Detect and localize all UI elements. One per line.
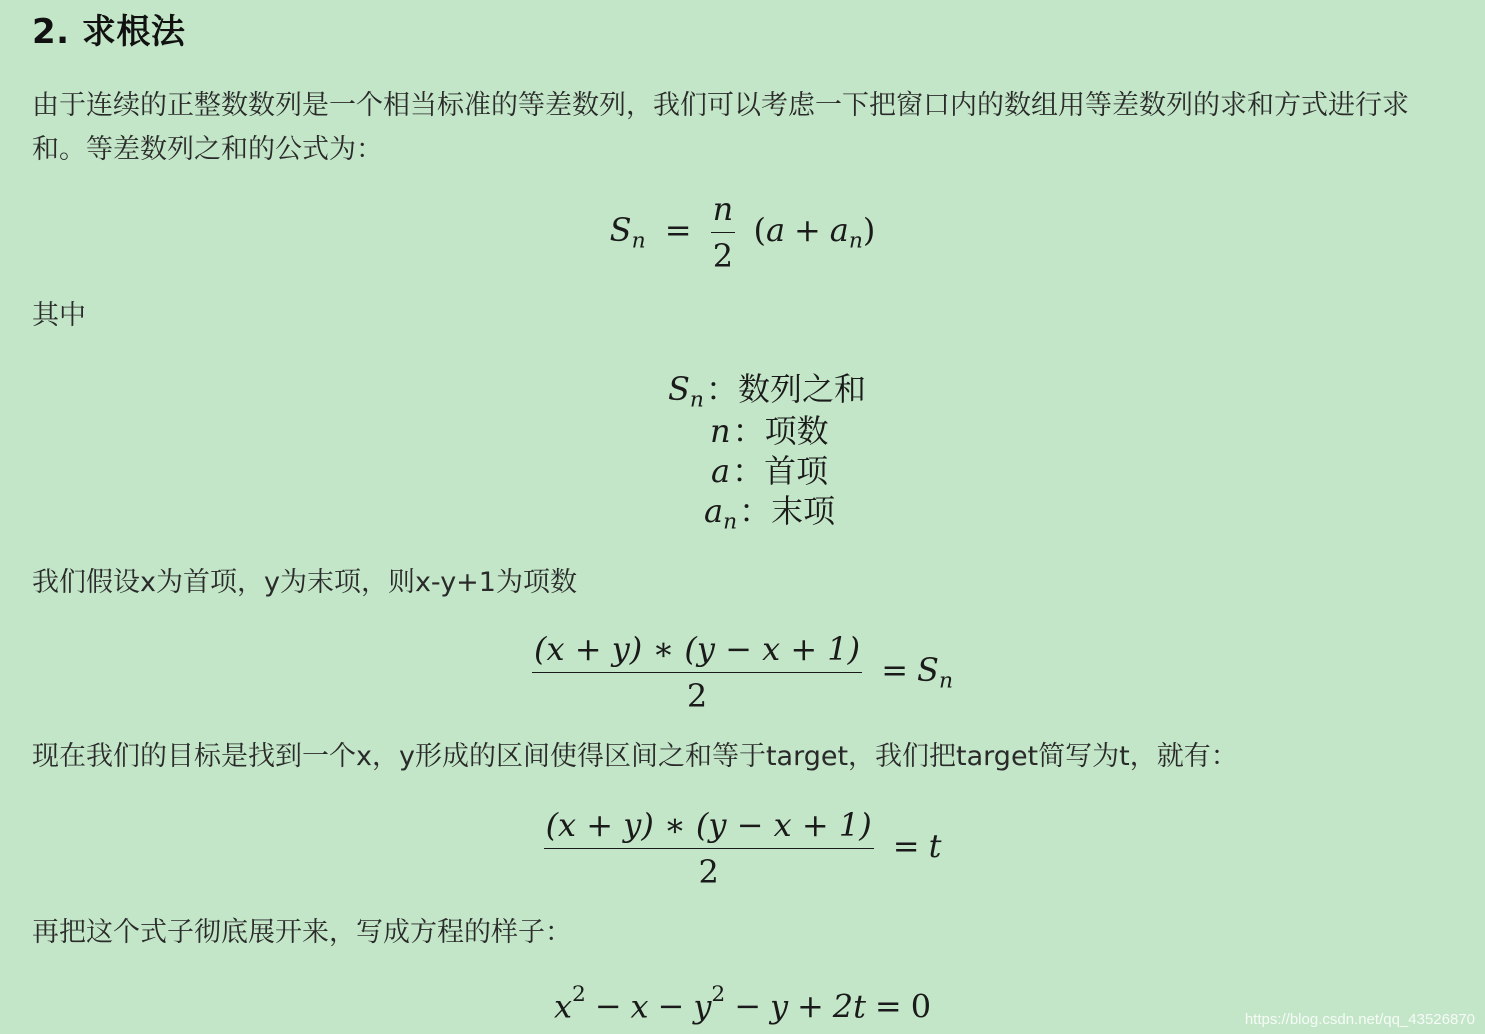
def-symbol: n <box>710 412 731 450</box>
two-t-term: 2t <box>832 987 866 1026</box>
var-y: y <box>769 987 789 1026</box>
equals-sign: = <box>664 211 692 249</box>
def-description: 项数 <box>764 412 829 450</box>
def-subscript: n <box>689 387 704 413</box>
fraction-n-over-2 <box>711 190 736 275</box>
last-term-symbol: a <box>829 211 849 249</box>
sum-subscript: n <box>938 668 953 694</box>
sum-equation-t <box>0 806 1485 891</box>
exponent: 2 <box>711 982 726 1007</box>
var-y: y <box>693 987 712 1026</box>
paren-close: ) <box>862 211 876 249</box>
watermark-text: https://blog.csdn.net/qq_43526870 <box>1244 1011 1475 1028</box>
goal-paragraph: 现在我们的目标是找到一个x，y形成的区间使得区间之和等于target，我们把target简写为t，就有： <box>32 741 1238 772</box>
definition-row <box>668 364 866 413</box>
intro-paragraph <box>32 84 1462 172</box>
equals-sign: = <box>874 987 902 1026</box>
def-colon: ： <box>732 452 765 490</box>
def-colon: ： <box>732 412 765 450</box>
zero: 0 <box>910 987 932 1026</box>
sum-equation-sn <box>0 630 1485 715</box>
equals-sign: = <box>892 827 920 865</box>
def-description: 末项 <box>771 492 836 530</box>
exponent: 2 <box>571 982 586 1007</box>
definition-row <box>711 446 829 490</box>
definition-row <box>710 406 829 450</box>
sum-formula <box>0 190 1485 275</box>
def-symbol: a <box>704 492 724 530</box>
target-symbol: t <box>928 827 942 865</box>
fraction-numerator: (x + y) ∗ (y − x + 1) <box>545 806 872 844</box>
where-label: 其中 <box>32 300 86 331</box>
definition-row <box>704 486 836 535</box>
fraction-denominator: 2 <box>712 237 734 275</box>
var-x: x <box>553 987 572 1026</box>
expand-paragraph: 再把这个式子彻底展开来，写成方程的样子： <box>32 917 572 948</box>
paren-open: ( <box>753 211 766 249</box>
def-subscript: n <box>723 509 738 535</box>
intro-line-2: 和。等差数列之和的公式为： <box>32 134 383 165</box>
equals-sign: = <box>881 651 909 689</box>
sum-subscript: n <box>631 228 646 254</box>
def-symbol: a <box>711 452 731 490</box>
def-colon: ： <box>705 370 738 408</box>
plus-sign: + <box>793 211 821 249</box>
assumption-paragraph: 我们假设x为首项，y为末项，则x-y+1为项数 <box>32 567 577 598</box>
def-symbol: S <box>668 370 690 408</box>
minus-sign: − <box>734 987 761 1026</box>
minus-sign: − <box>657 987 685 1026</box>
first-term-symbol: a <box>765 211 786 249</box>
def-description: 首项 <box>764 452 829 490</box>
var-x: x <box>630 987 649 1026</box>
section-heading: 2. 求根法 <box>32 12 186 52</box>
fraction-denominator: 2 <box>698 853 719 891</box>
sum-fraction <box>544 806 874 891</box>
intro-line-1: 由于连续的正整数数列是一个相当标准的等差数列，我们可以考虑一下把窗口内的数组用等差数列的求和方式进行求 <box>32 90 1409 121</box>
fraction-numerator: (x + y) ∗ (y − x + 1) <box>534 630 861 668</box>
sum-symbol: S <box>917 651 939 689</box>
plus-sign: + <box>796 987 824 1026</box>
last-term-subscript: n <box>848 228 863 254</box>
def-colon: ： <box>739 492 772 530</box>
def-description: 数列之和 <box>737 370 866 408</box>
fraction-denominator: 2 <box>686 677 708 715</box>
sum-symbol: S <box>609 211 632 249</box>
fraction-numerator: n <box>712 190 734 228</box>
minus-sign: − <box>594 987 622 1026</box>
sum-fraction <box>532 630 862 715</box>
